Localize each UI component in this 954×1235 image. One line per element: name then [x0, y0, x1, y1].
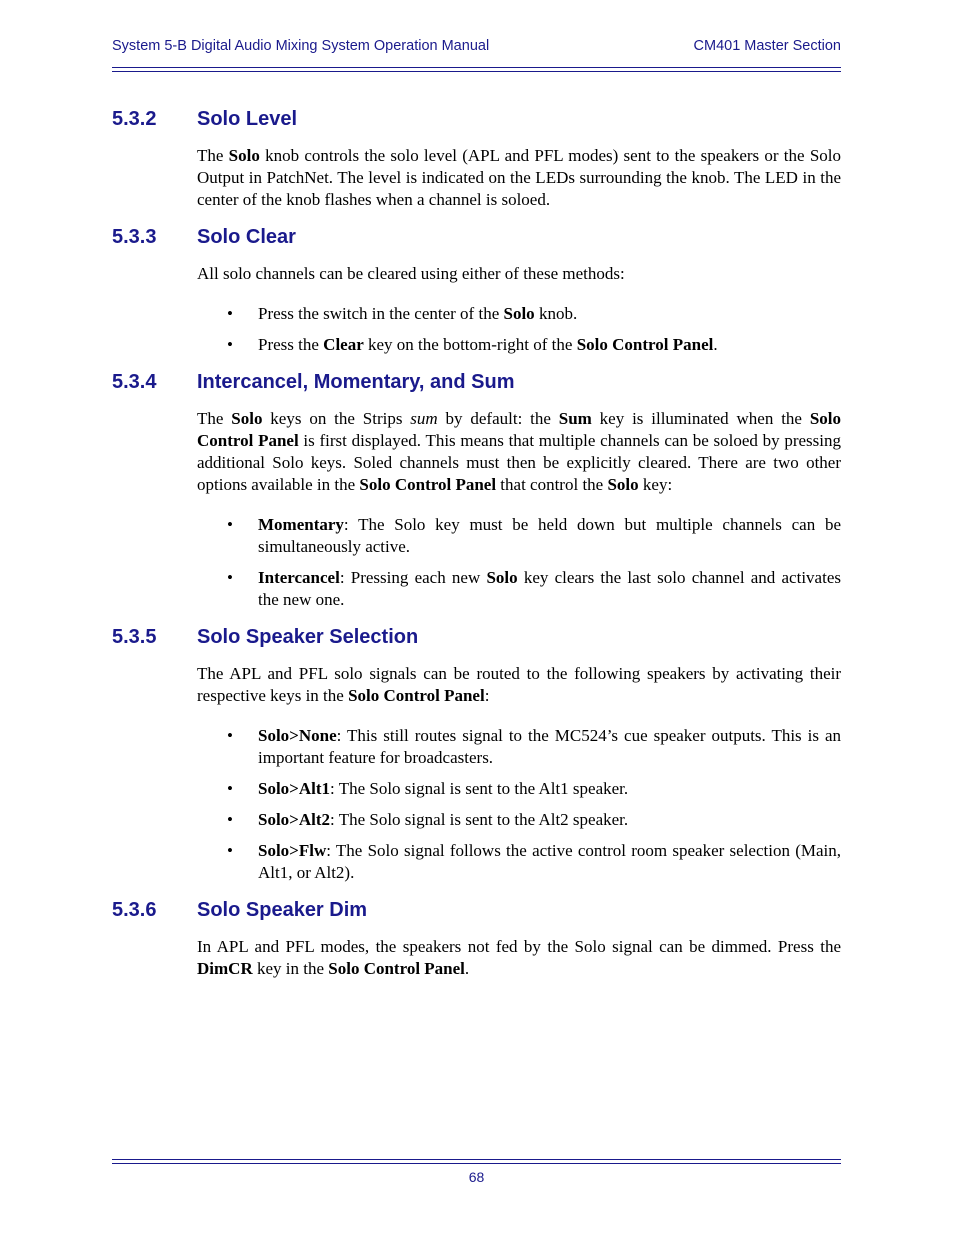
section-5-3-4	[112, 367, 841, 611]
text-run: : The Solo signal is sent to the Alt2 speaker.	[330, 810, 629, 829]
bullet-item	[227, 725, 841, 769]
bullet-item	[227, 778, 841, 800]
bold-run: Intercancel	[258, 568, 340, 587]
page-number: 68	[468, 1169, 485, 1185]
text-run: The APL and PFL solo signals can be routed to the following speakers by activating their respective keys in the	[197, 664, 841, 705]
text-run: key in the	[252, 959, 329, 978]
bullet-dot-icon: •	[227, 810, 233, 829]
section-title: Solo Level	[197, 108, 298, 130]
bullet-item	[227, 840, 841, 884]
header-manual-title: System 5-B Digital Audio Mixing System Operation Manual	[112, 38, 490, 54]
section-number: 5.3.4	[112, 371, 157, 393]
text-run: knob.	[534, 304, 578, 323]
italic-run: sum	[410, 409, 438, 428]
bullet-item	[227, 334, 841, 356]
page-content	[112, 104, 841, 980]
text-run: .	[713, 335, 718, 354]
bold-run: Solo Control Panel	[197, 409, 841, 450]
bullet-item	[227, 567, 841, 611]
bullet-list	[112, 725, 841, 884]
text-run: that control the	[496, 475, 608, 494]
bullet-dot-icon: •	[227, 568, 233, 587]
section-title: Solo Speaker Dim	[197, 899, 368, 921]
text-run: All solo channels can be cleared using either of these methods:	[197, 264, 625, 283]
text-run: The	[197, 146, 229, 165]
text-run: The	[197, 409, 232, 428]
bullet-dot-icon: •	[227, 726, 233, 745]
bold-run: Solo Control Panel	[348, 686, 485, 705]
footer-rule	[112, 1159, 841, 1164]
bold-run: Solo Control Panel	[328, 959, 465, 978]
section-heading	[112, 622, 841, 652]
section-5-3-6	[112, 895, 841, 980]
header-section-title: CM401 Master Section	[693, 38, 841, 54]
text-run: : The Solo key must be held down but multiple channels can be simultaneously active.	[258, 515, 841, 556]
body-paragraph	[197, 145, 841, 211]
bullet-item	[227, 809, 841, 831]
bold-run: Momentary	[258, 515, 344, 534]
section-heading	[112, 367, 841, 397]
text-run: key is illuminated when the	[591, 409, 810, 428]
bold-run: Sum	[558, 409, 592, 428]
bullet-item	[227, 303, 841, 325]
body-paragraph	[197, 263, 841, 285]
bullet-item	[227, 514, 841, 558]
section-number: 5.3.2	[112, 108, 157, 130]
header-rule	[112, 67, 841, 72]
bold-run: Solo	[228, 146, 260, 165]
bold-run: Solo>Alt2	[258, 810, 331, 829]
bold-run: Solo	[231, 409, 263, 428]
bullet-dot-icon: •	[227, 841, 233, 860]
bold-run: Solo>None	[258, 726, 337, 745]
bold-run: DimCR	[197, 959, 253, 978]
bold-run: Solo	[607, 475, 639, 494]
bold-run: Clear	[323, 335, 364, 354]
text-run: :	[484, 686, 490, 705]
text-run: Press the switch in the center of the	[258, 304, 504, 323]
bullet-list	[112, 303, 841, 356]
body-paragraph	[197, 408, 841, 496]
text-run: : The Solo signal follows the active control room speaker selection (Main, Alt1, or Alt2).	[258, 841, 841, 882]
section-title: Solo Clear	[197, 226, 296, 248]
section-5-3-5	[112, 622, 841, 884]
bold-run: Solo	[486, 568, 518, 587]
bullet-dot-icon: •	[227, 779, 233, 798]
section-title: Intercancel, Momentary, and Sum	[197, 371, 515, 393]
section-heading	[112, 104, 841, 134]
text-run: by default: the	[437, 409, 559, 428]
text-run: key clears the last solo channel and activates the new one.	[258, 568, 841, 609]
text-run: Press the	[258, 335, 324, 354]
text-run: .	[464, 959, 470, 978]
bullet-dot-icon: •	[227, 515, 233, 534]
section-5-3-3	[112, 222, 841, 356]
bold-run: Solo>Flw	[258, 841, 327, 860]
body-paragraph	[197, 936, 841, 980]
text-run: key on the bottom-right of the	[363, 335, 577, 354]
text-run: In APL and PFL modes, the speakers not fed by the Solo signal can be dimmed. Press the	[197, 937, 841, 956]
section-number: 5.3.6	[112, 899, 157, 921]
section-title: Solo Speaker Selection	[197, 626, 419, 648]
bold-run: Solo>Alt1	[258, 779, 331, 798]
bold-run: Solo Control Panel	[359, 475, 497, 494]
text-run: is first displayed. This means that multiple channels can be soloed by pressing additional Solo keys. Soled channels must then be explicitly cleared. There are two other options available in the	[197, 431, 842, 494]
text-run: keys on the Strips	[262, 409, 411, 428]
section-heading	[112, 222, 841, 252]
text-run: knob controls the solo level (APL and PFL modes) sent to the speakers or the Solo Output in PatchNet. The level is indicated on the LEDs surrounding the knob. The LED in the center of the knob flashes when a channel is soloed.	[197, 146, 841, 209]
section-5-3-2	[112, 104, 841, 211]
text-run: key:	[638, 475, 673, 494]
bullet-dot-icon: •	[227, 335, 233, 354]
text-run: : Pressing each new	[339, 568, 487, 587]
bullet-dot-icon: •	[227, 304, 233, 323]
text-run: : This still routes signal to the MC524’s cue speaker outputs. This is an important feature for broadcasters.	[258, 726, 841, 767]
section-number: 5.3.3	[112, 226, 157, 248]
bullet-list	[112, 514, 841, 611]
text-run: : The Solo signal is sent to the Alt1 speaker.	[330, 779, 629, 798]
section-number: 5.3.5	[112, 626, 157, 648]
section-heading	[112, 895, 841, 925]
bold-run: Solo	[503, 304, 535, 323]
bold-run: Solo Control Panel	[576, 335, 714, 354]
body-paragraph	[197, 663, 841, 707]
